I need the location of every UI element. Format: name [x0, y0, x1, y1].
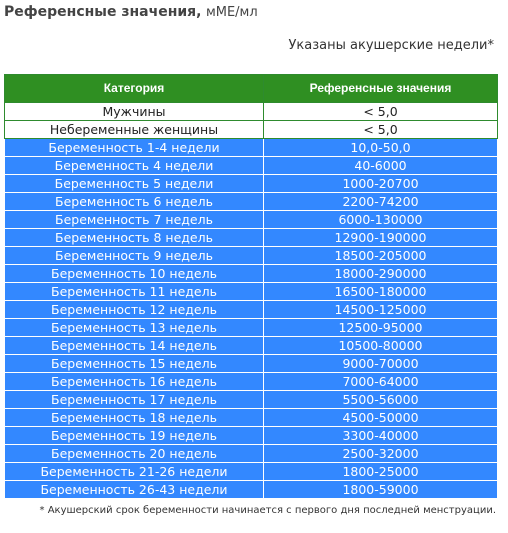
- footnote: * Акушерский срок беременности начинается с первого дня последней менструации.: [39, 505, 496, 516]
- value-cell: 7000-64000: [264, 373, 498, 391]
- table-header-row: [5, 75, 498, 103]
- table-row: [5, 103, 498, 121]
- category-cell: Беременность 19 недель: [5, 427, 264, 445]
- page-title: [4, 4, 258, 20]
- category-cell: Беременность 10 недель: [5, 265, 264, 283]
- category-cell: Беременность 21-26 недели: [5, 463, 264, 481]
- value-cell: 18500-205000: [264, 247, 498, 265]
- value-cell: 16500-180000: [264, 283, 498, 301]
- column-header-reference-values: Референсные значения: [264, 75, 498, 103]
- value-cell: < 5,0: [264, 103, 498, 121]
- column-header-category: Категория: [5, 75, 264, 103]
- table-row: [5, 175, 498, 193]
- title-text: Референсные значения,: [4, 4, 202, 20]
- table-row: [5, 355, 498, 373]
- table-row: [5, 337, 498, 355]
- value-cell: 12900-190000: [264, 229, 498, 247]
- value-cell: 5500-56000: [264, 391, 498, 409]
- category-cell: Беременность 26-43 недели: [5, 481, 264, 499]
- table-row: [5, 301, 498, 319]
- table-row: [5, 391, 498, 409]
- table-row: [5, 157, 498, 175]
- title-unit: мМЕ/мл: [205, 5, 258, 20]
- category-cell: Беременность 16 недель: [5, 373, 264, 391]
- table-row: [5, 319, 498, 337]
- value-cell: 6000-130000: [264, 211, 498, 229]
- category-cell: Беременность 13 недель: [5, 319, 264, 337]
- table-row: [5, 283, 498, 301]
- table-row: [5, 445, 498, 463]
- category-cell: Беременность 4 недели: [5, 157, 264, 175]
- table-row: [5, 265, 498, 283]
- value-cell: 2200-74200: [264, 193, 498, 211]
- value-cell: 1000-20700: [264, 175, 498, 193]
- weeks-note: Указаны акушерские недели*: [288, 38, 494, 53]
- table-row: [5, 193, 498, 211]
- value-cell: 4500-50000: [264, 409, 498, 427]
- category-cell: Беременность 18 недель: [5, 409, 264, 427]
- value-cell: < 5,0: [264, 121, 498, 139]
- table-row: [5, 463, 498, 481]
- reference-values-table: [4, 74, 498, 499]
- table-row: [5, 229, 498, 247]
- category-cell: Мужчины: [5, 103, 264, 121]
- value-cell: 10500-80000: [264, 337, 498, 355]
- value-cell: 10,0-50,0: [264, 139, 498, 157]
- category-cell: Беременность 20 недель: [5, 445, 264, 463]
- category-cell: Беременность 6 недель: [5, 193, 264, 211]
- value-cell: 9000-70000: [264, 355, 498, 373]
- value-cell: 18000-290000: [264, 265, 498, 283]
- value-cell: 2500-32000: [264, 445, 498, 463]
- table-row: [5, 409, 498, 427]
- category-cell: Беременность 14 недель: [5, 337, 264, 355]
- value-cell: 1800-59000: [264, 481, 498, 499]
- category-cell: Беременность 11 недель: [5, 283, 264, 301]
- category-cell: Беременность 12 недель: [5, 301, 264, 319]
- table-row: [5, 121, 498, 139]
- value-cell: 14500-125000: [264, 301, 498, 319]
- category-cell: Беременность 17 недель: [5, 391, 264, 409]
- category-cell: Небеременные женщины: [5, 121, 264, 139]
- value-cell: 40-6000: [264, 157, 498, 175]
- value-cell: 1800-25000: [264, 463, 498, 481]
- table-row: [5, 211, 498, 229]
- category-cell: Беременность 1-4 недели: [5, 139, 264, 157]
- table-row: [5, 139, 498, 157]
- category-cell: Беременность 15 недель: [5, 355, 264, 373]
- category-cell: Беременность 7 недель: [5, 211, 264, 229]
- category-cell: Беременность 9 недель: [5, 247, 264, 265]
- table-row: [5, 247, 498, 265]
- value-cell: 12500-95000: [264, 319, 498, 337]
- table-row: [5, 373, 498, 391]
- table-row: [5, 481, 498, 499]
- category-cell: Беременность 5 недели: [5, 175, 264, 193]
- category-cell: Беременность 8 недель: [5, 229, 264, 247]
- value-cell: 3300-40000: [264, 427, 498, 445]
- table-row: [5, 427, 498, 445]
